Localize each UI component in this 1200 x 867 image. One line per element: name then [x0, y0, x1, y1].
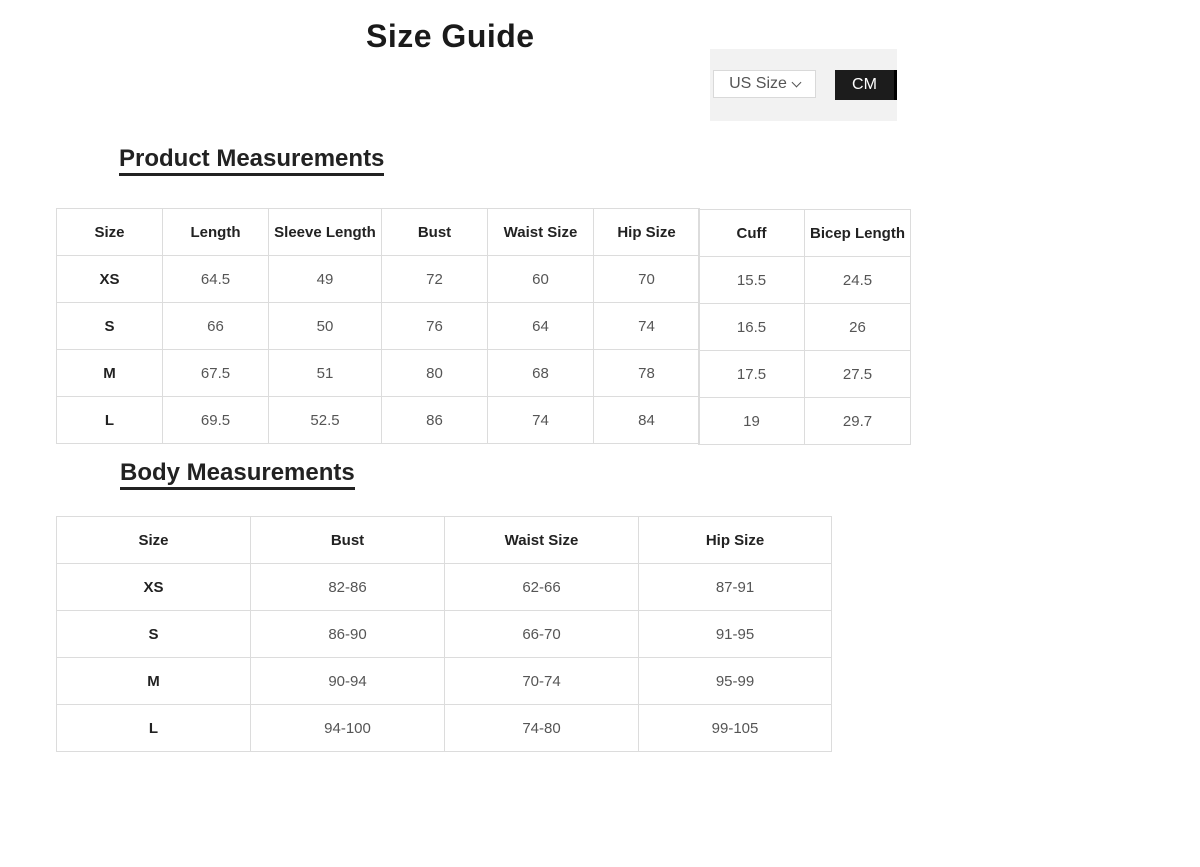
table-header-row	[57, 517, 832, 564]
table-row	[57, 256, 700, 303]
size-cell: L	[57, 705, 251, 752]
table-cell: 27.5	[805, 351, 911, 398]
table-header-row	[699, 210, 911, 257]
size-system-dropdown[interactable]	[713, 70, 816, 98]
table-row	[699, 398, 911, 445]
table-cell: 72	[382, 256, 488, 303]
table-row	[57, 705, 832, 752]
table-cell: 91-95	[639, 611, 832, 658]
column-header: Hip Size	[639, 517, 832, 564]
table-cell: 74	[488, 397, 594, 444]
table-cell: 74-80	[445, 705, 639, 752]
table-cell: 80	[382, 350, 488, 397]
table-cell: 29.7	[805, 398, 911, 445]
product-measurements-extra-table	[698, 209, 911, 445]
size-cell: M	[57, 658, 251, 705]
table-cell: 76	[382, 303, 488, 350]
table-row	[57, 658, 832, 705]
size-cell: S	[57, 303, 163, 350]
table-row	[57, 564, 832, 611]
table-row	[57, 397, 700, 444]
table-cell: 67.5	[163, 350, 269, 397]
table-cell: 50	[269, 303, 382, 350]
table-cell: 26	[805, 304, 911, 351]
table-cell: 24.5	[805, 257, 911, 304]
chevron-down-icon	[791, 77, 801, 87]
table-cell: 70	[594, 256, 700, 303]
table-cell: 86	[382, 397, 488, 444]
body-measurements-table	[56, 516, 832, 752]
table-row	[57, 350, 700, 397]
column-header: Bicep Length	[805, 210, 911, 257]
table-cell: 94-100	[251, 705, 445, 752]
table-cell: 17.5	[699, 351, 805, 398]
table-cell: 16.5	[699, 304, 805, 351]
table-row	[57, 303, 700, 350]
column-header: Waist Size	[488, 209, 594, 256]
table-cell: 15.5	[699, 257, 805, 304]
column-header: Waist Size	[445, 517, 639, 564]
table-row	[57, 611, 832, 658]
table-row	[699, 304, 911, 351]
table-cell: 52.5	[269, 397, 382, 444]
table-cell: 99-105	[639, 705, 832, 752]
table-cell: 95-99	[639, 658, 832, 705]
product-measurements-table	[56, 208, 700, 444]
column-header: Size	[57, 517, 251, 564]
column-header: Bust	[251, 517, 445, 564]
size-cell: S	[57, 611, 251, 658]
page-title: Size Guide	[366, 18, 535, 54]
table-cell: 69.5	[163, 397, 269, 444]
column-header: Size	[57, 209, 163, 256]
unit-selector-panel	[710, 49, 897, 121]
table-cell: 87-91	[639, 564, 832, 611]
table-row	[699, 257, 911, 304]
column-header: Hip Size	[594, 209, 700, 256]
table-row	[699, 351, 911, 398]
table-cell: 82-86	[251, 564, 445, 611]
table-cell: 84	[594, 397, 700, 444]
size-cell: XS	[57, 564, 251, 611]
column-header: Length	[163, 209, 269, 256]
table-header-row	[57, 209, 700, 256]
table-cell: 49	[269, 256, 382, 303]
table-cell: 86-90	[251, 611, 445, 658]
size-system-label: US Size	[729, 75, 787, 92]
product-measurements-heading: Product Measurements	[119, 146, 384, 176]
column-header: Sleeve Length	[269, 209, 382, 256]
body-measurements-heading: Body Measurements	[120, 460, 355, 490]
table-cell: 90-94	[251, 658, 445, 705]
table-cell: 70-74	[445, 658, 639, 705]
size-cell: XS	[57, 256, 163, 303]
size-cell: L	[57, 397, 163, 444]
table-cell: 51	[269, 350, 382, 397]
table-cell: 78	[594, 350, 700, 397]
column-header: Bust	[382, 209, 488, 256]
cm-unit-button[interactable]: CM	[835, 70, 897, 100]
table-cell: 68	[488, 350, 594, 397]
size-cell: M	[57, 350, 163, 397]
column-header: Cuff	[699, 210, 805, 257]
table-cell: 64	[488, 303, 594, 350]
table-cell: 66	[163, 303, 269, 350]
table-cell: 66-70	[445, 611, 639, 658]
table-cell: 62-66	[445, 564, 639, 611]
table-cell: 74	[594, 303, 700, 350]
table-cell: 19	[699, 398, 805, 445]
table-cell: 60	[488, 256, 594, 303]
table-cell: 64.5	[163, 256, 269, 303]
